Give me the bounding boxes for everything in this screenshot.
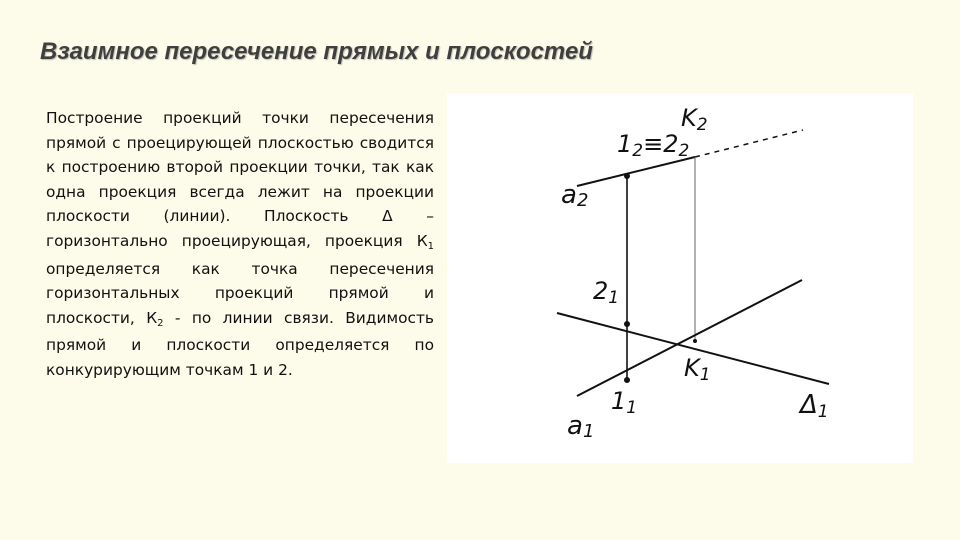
point-1-2 [624,173,630,179]
diagram-svg [447,93,913,463]
label-k2: K2 [681,104,708,135]
label-2-1: 21 [593,277,620,308]
label-a1: a1 [567,411,595,442]
label-delta1: Δ1 [800,390,829,422]
line-a2 [577,157,695,186]
paragraph-2: Плоскость Δ – горизонтально проецирующая, проекция $К_1$ определяется как точка пересечения горизонтальных проекций прямой и плоскости, $К_2$ - по линии связи. [46,207,434,329]
point-1-1 [624,377,630,383]
body-text [46,106,434,383]
paragraph-3: Видимость прямой и плоскости определяется по конкурирующим точкам 1 и 2. [46,308,434,379]
label-k1: K1 [684,354,711,385]
point-k1 [693,339,697,343]
paragraph-1: Построение проекций точки пересечения прямой с проецирующей плоскостью сводится к построению второй проекции точки, так как одна проекция всегда лежит на проекции плоскости (линии). [46,109,434,226]
slide-title: Взаимное пересечение прямых и плоскостей [40,38,593,65]
point-2-1 [624,321,630,327]
label-a2: a2 [561,180,589,211]
line-a2-dashed [695,130,803,157]
label-1-2-eq-2-2: 12≡22 [617,130,690,161]
projection-diagram [447,93,913,463]
label-1-1: 11 [611,387,638,418]
